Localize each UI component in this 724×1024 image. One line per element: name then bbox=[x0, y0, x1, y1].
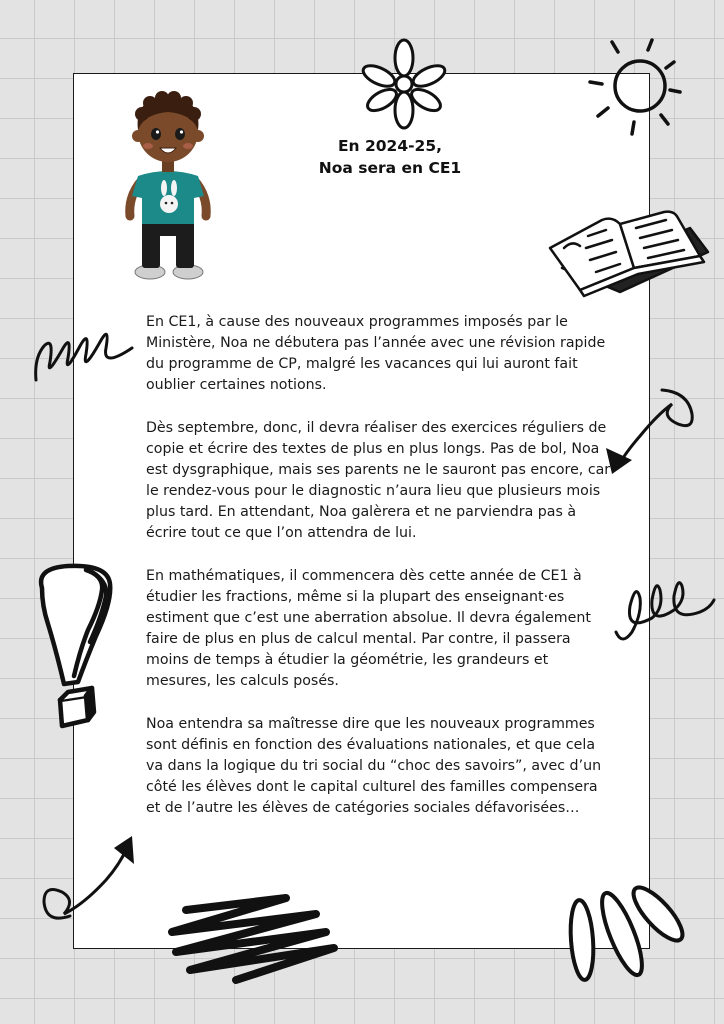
flower-icon bbox=[360, 36, 450, 131]
paragraph-1: En CE1, à cause des nouveaux programmes imposés par le Ministère, Noa ne débutera pas l’année avec une révision rapide du programme de CP, malgré les vacances qui lui auront fait oublier certaines notions. bbox=[146, 314, 606, 393]
paragraph-4: Noa entendra sa maîtresse dire que les nouveaux programmes sont définis en fonction des évaluations nationales, et que cela va dans la logique du tri social du “choc des savoirs”, avec d’un côté les élèves dont le capital culturel des familles compensera et de l’autre les élèves de catégories sociales défavorisées… bbox=[146, 716, 602, 816]
page-title bbox=[290, 135, 490, 179]
boy-illustration bbox=[118, 84, 218, 284]
body-text bbox=[146, 312, 616, 841]
paragraph-3: En mathématiques, il commencera dès cette année de CE1 à étudier les fractions, même si la plupart des enseignant·es estiment que c’est une aberration absolue. Il devra également faire de plus en plus de calcul mental. Par contre, il passera moins de temps à étudier la géométrie, les grandeurs et mesures, les calculs posés. bbox=[146, 568, 591, 689]
sun-icon bbox=[588, 38, 688, 138]
arrow-icon-bottom bbox=[40, 832, 140, 932]
open-book-icon bbox=[540, 206, 715, 301]
loop-scribble-icon-right bbox=[612, 576, 717, 648]
loop-scribble-icon bbox=[32, 318, 137, 388]
title-line-1: En 2024-25, bbox=[337, 137, 443, 155]
title-line-2: Noa sera en CE1 bbox=[318, 159, 462, 177]
petal-doodle-icon bbox=[560, 880, 690, 990]
exclamation-icon bbox=[30, 560, 122, 736]
zigzag-scribble-icon bbox=[166, 890, 340, 986]
paragraph-2: Dès septembre, donc, il devra réaliser des exercices réguliers de copie et écrire des textes de plus en plus longs. Pas de bol, Noa est dysgraphique, mais ses parents ne le sauront pas encore, car le rendez-vous pour le diagnostic n’aura lieu que plusieurs mois plus tard. En attendant, Noa galèrera et ne parviendra pas à écrire tout ce que l’on attendra de lui. bbox=[146, 420, 611, 541]
